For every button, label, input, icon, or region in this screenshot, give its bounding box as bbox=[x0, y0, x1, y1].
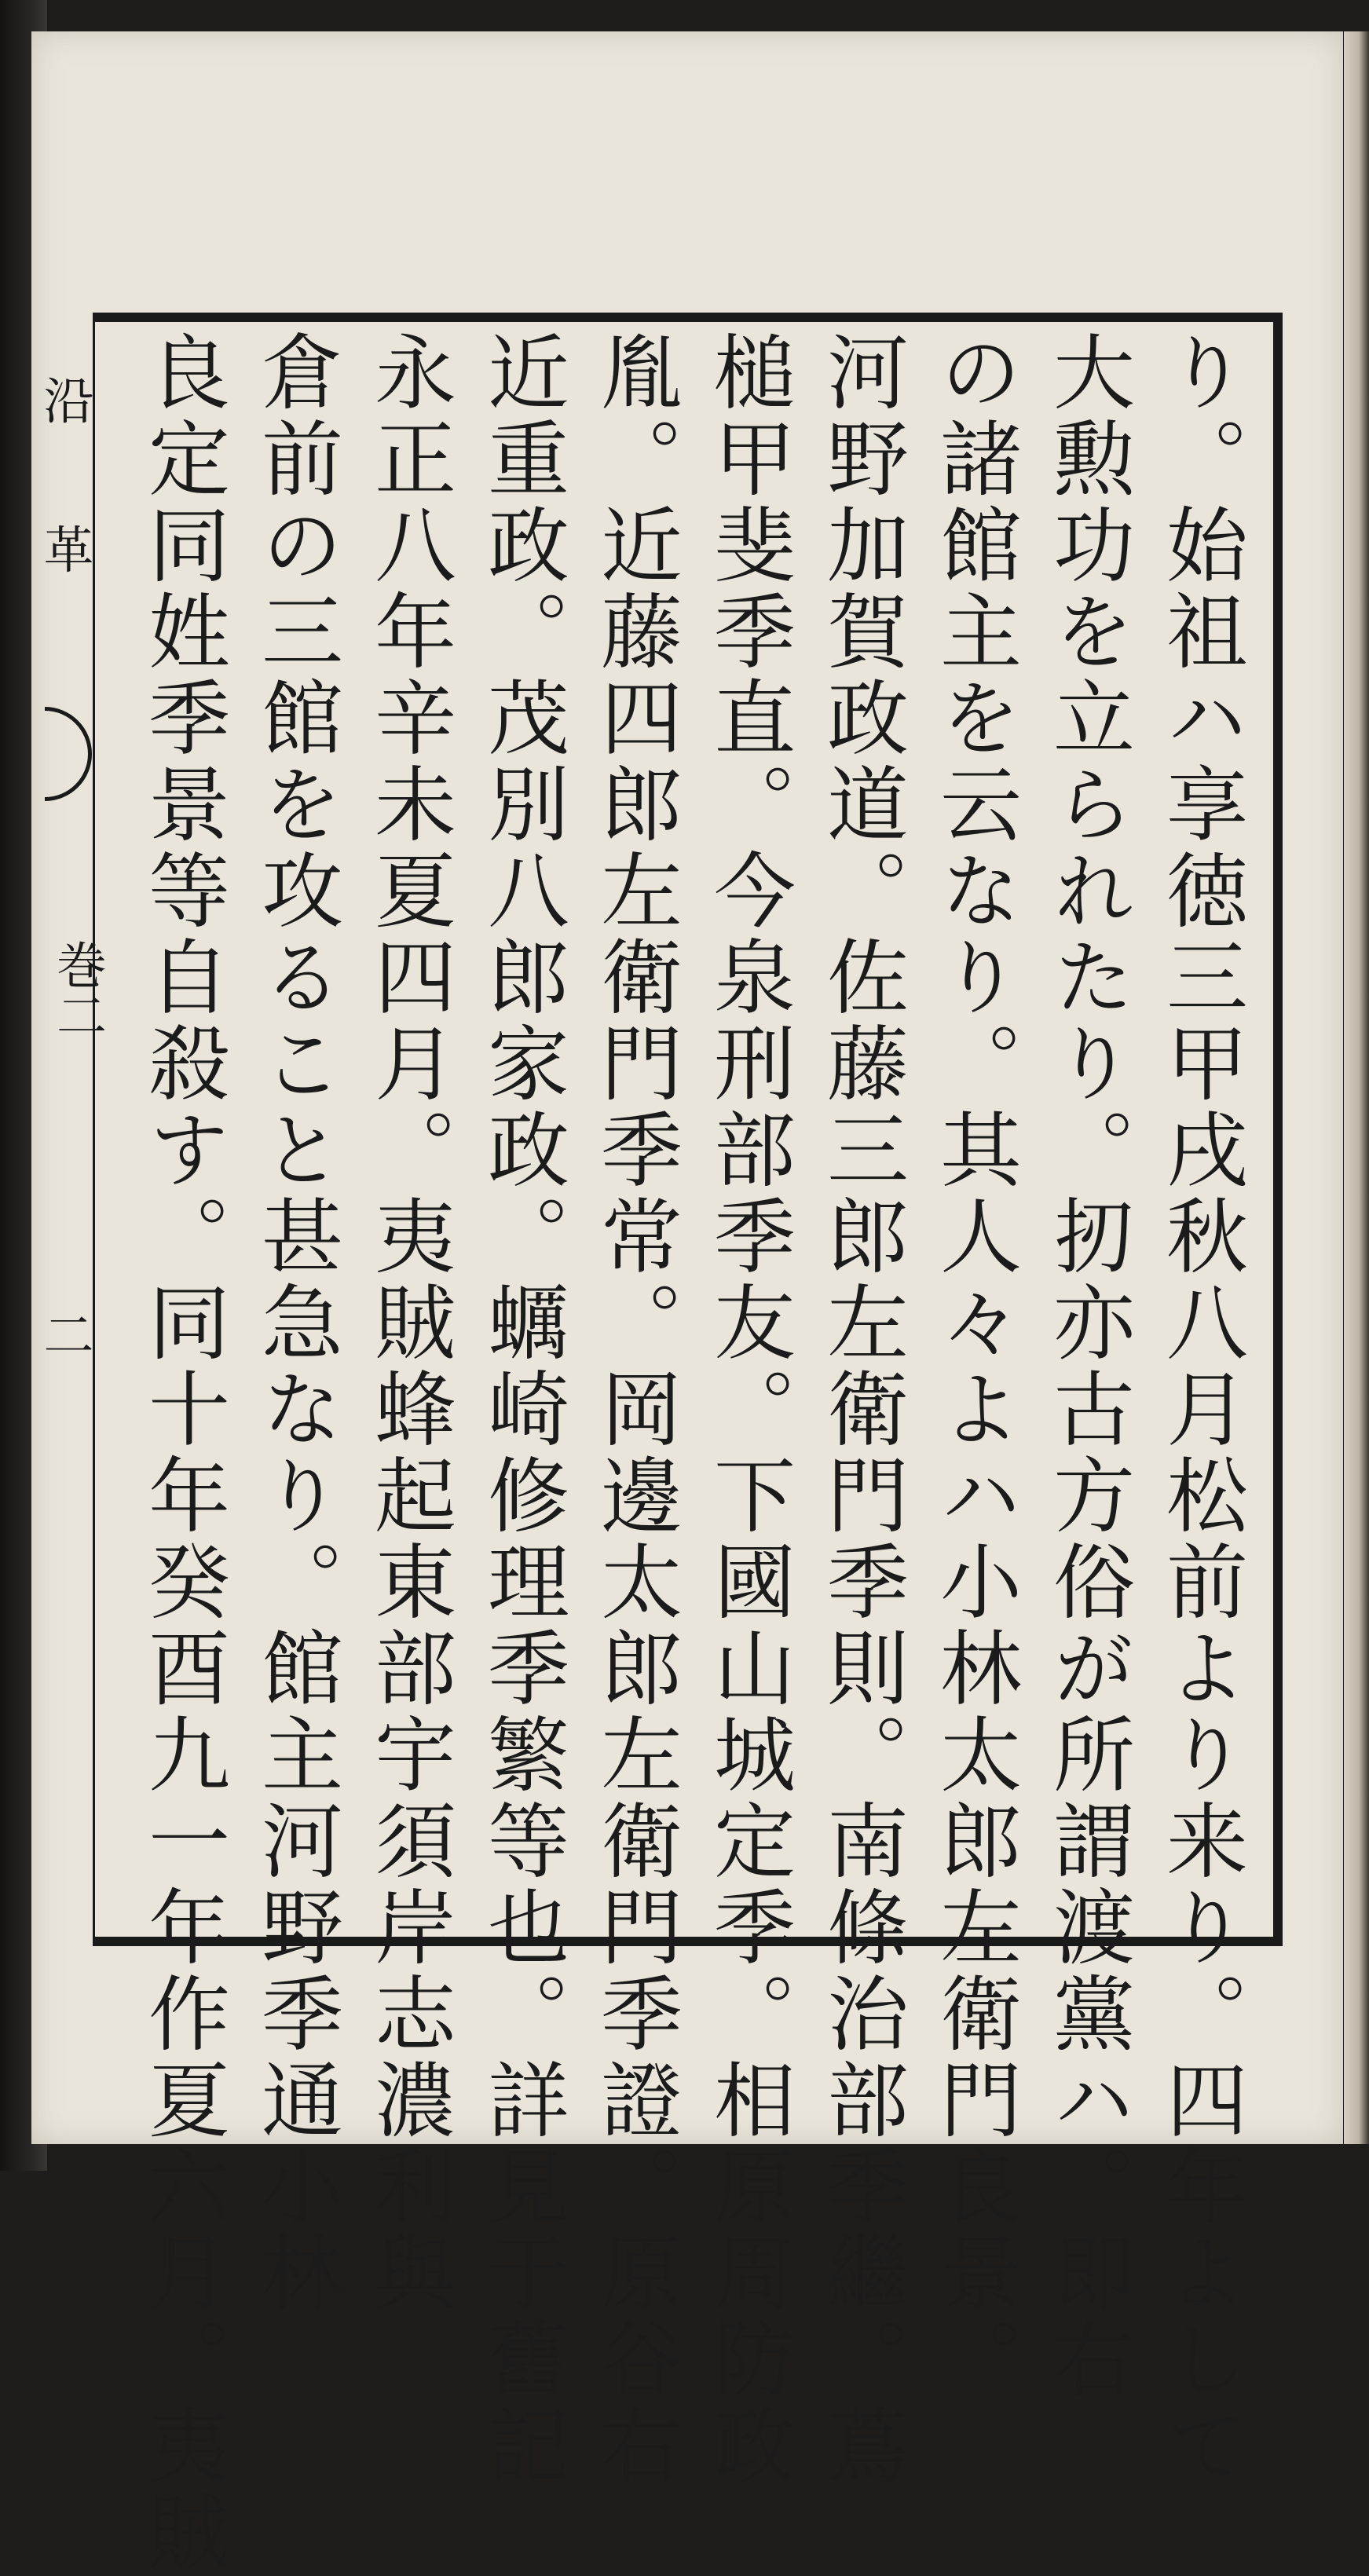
text-column: 永正八年辛未夏四月。夷賊蜂起東部宇須岸志濃利與 bbox=[361, 330, 456, 2317]
text-column: 近重政。茂別八郎家政。蠣崎修理季繁等也。詳見于舊記 bbox=[474, 330, 569, 2490]
page-edge bbox=[1344, 31, 1369, 2144]
text-column: 良定同姓季景等自殺す。同十年癸酉九一年作夏六月。夷賊 bbox=[134, 330, 230, 2576]
main-text-block bbox=[126, 330, 1257, 2576]
text-column: 倉前の三館を攻ること甚急なり。館主河野季通小林 bbox=[247, 330, 343, 2317]
hashira-volume: 巻二 bbox=[48, 939, 106, 1040]
hashira-page-number: 二 bbox=[43, 1308, 94, 1366]
fish-tail-mark-icon bbox=[45, 707, 92, 801]
hashira-title-2: 革 bbox=[43, 522, 94, 580]
text-column: り。始祖ハ享徳三甲戌秋八月松前より来り。四年よして bbox=[1152, 330, 1248, 2490]
hashira-running-head bbox=[35, 346, 106, 1602]
text-column: 大勲功を立られたり。扨亦古方俗が所謂渡黨ハ。即右 bbox=[1039, 330, 1135, 2403]
text-column: 胤。近藤四郎左衛門季常。岡邊太郎左衛門季證。原谷右 bbox=[587, 330, 683, 2490]
hashira-title-1: 沿 bbox=[43, 373, 94, 431]
text-column: の諸館主を云なり。其人々よハ小林太郎左衛門良景。 bbox=[926, 330, 1022, 2403]
text-column: 河野加賀政道。佐藤三郎左衛門季則。南條治部季繼。蔦 bbox=[813, 330, 909, 2490]
text-column: 槌甲斐季直。今泉刑部季友。下國山城定季。相原周防政 bbox=[700, 330, 796, 2490]
